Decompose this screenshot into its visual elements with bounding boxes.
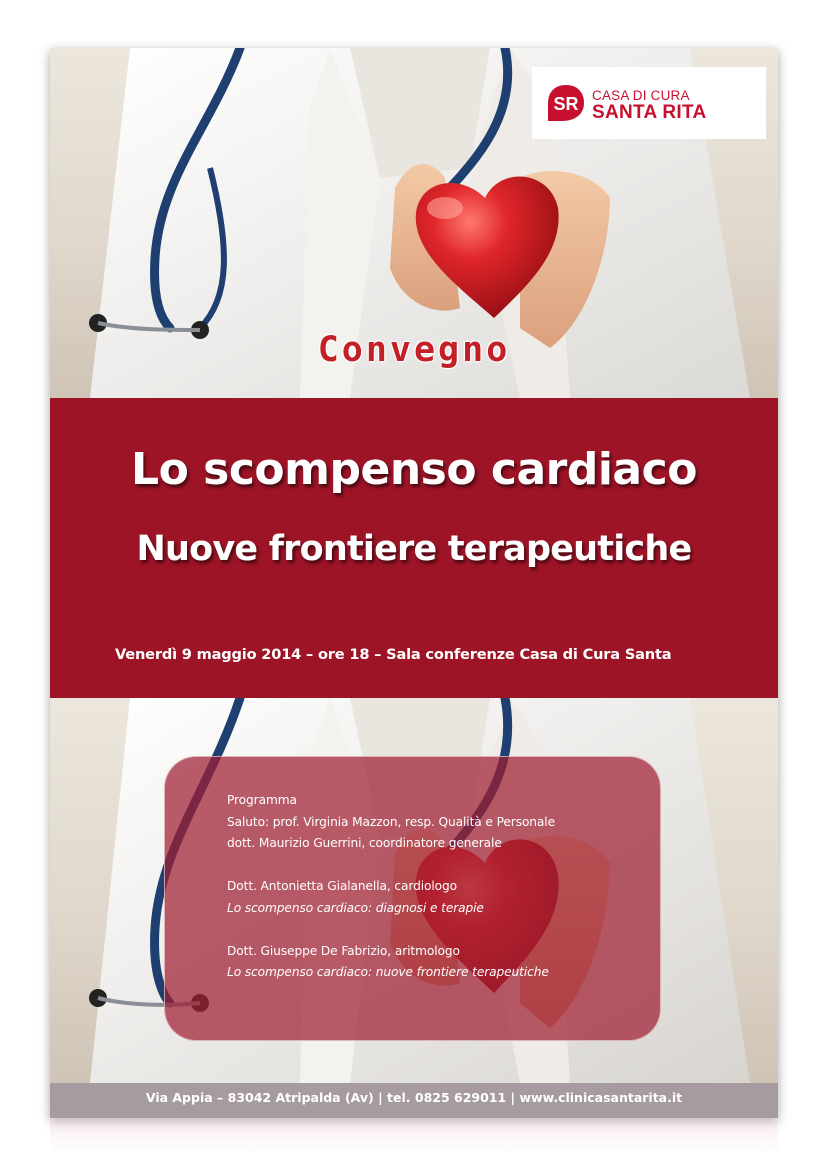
- clinic-logo[interactable]: [532, 67, 766, 139]
- logo-line-casa-di-cura: CASA DI CURA: [592, 88, 690, 103]
- contact-footer: Via Appia – 83042 Atripalda (Av) | tel. 0825 629011 | www.clinicasantarita.it: [50, 1083, 778, 1118]
- logo-mark-text: SR: [553, 94, 579, 114]
- event-title: Lo scompenso cardiaco: [131, 444, 697, 495]
- program-greeting-1: Saluto: prof. Virginia Mazzon, resp. Qualità e Personale: [227, 814, 555, 829]
- program-box: [164, 756, 661, 1041]
- logo-line-santa-rita: SANTA RITA: [592, 102, 707, 123]
- event-kicker: Convegno: [317, 330, 511, 370]
- poster: [50, 48, 778, 1118]
- program-speaker-1: Dott. Antonietta Gialanella, cardiologo: [227, 879, 457, 893]
- poster-reflection: [50, 1118, 778, 1154]
- program-talk-1: Lo scompenso cardiaco: diagnosi e terapie: [227, 900, 484, 915]
- program-heading: Programma: [227, 793, 297, 807]
- program-speaker-2: Dott. Giuseppe De Fabrizio, aritmologo: [227, 943, 460, 958]
- program-talk-2: Lo scompenso cardiaco: nuove frontiere terapeutiche: [227, 965, 549, 979]
- event-date-venue: Venerdì 9 maggio 2014 – ore 18 – Sala conferenze Casa di Cura Santa: [115, 646, 672, 663]
- sr-logo-icon: [546, 83, 586, 123]
- title-band: [50, 398, 778, 698]
- program-greeting-2: dott. Maurizio Guerrini, coordinatore generale: [227, 836, 502, 850]
- program-list: [227, 790, 555, 984]
- event-subtitle: Nuove frontiere terapeutiche: [136, 529, 692, 569]
